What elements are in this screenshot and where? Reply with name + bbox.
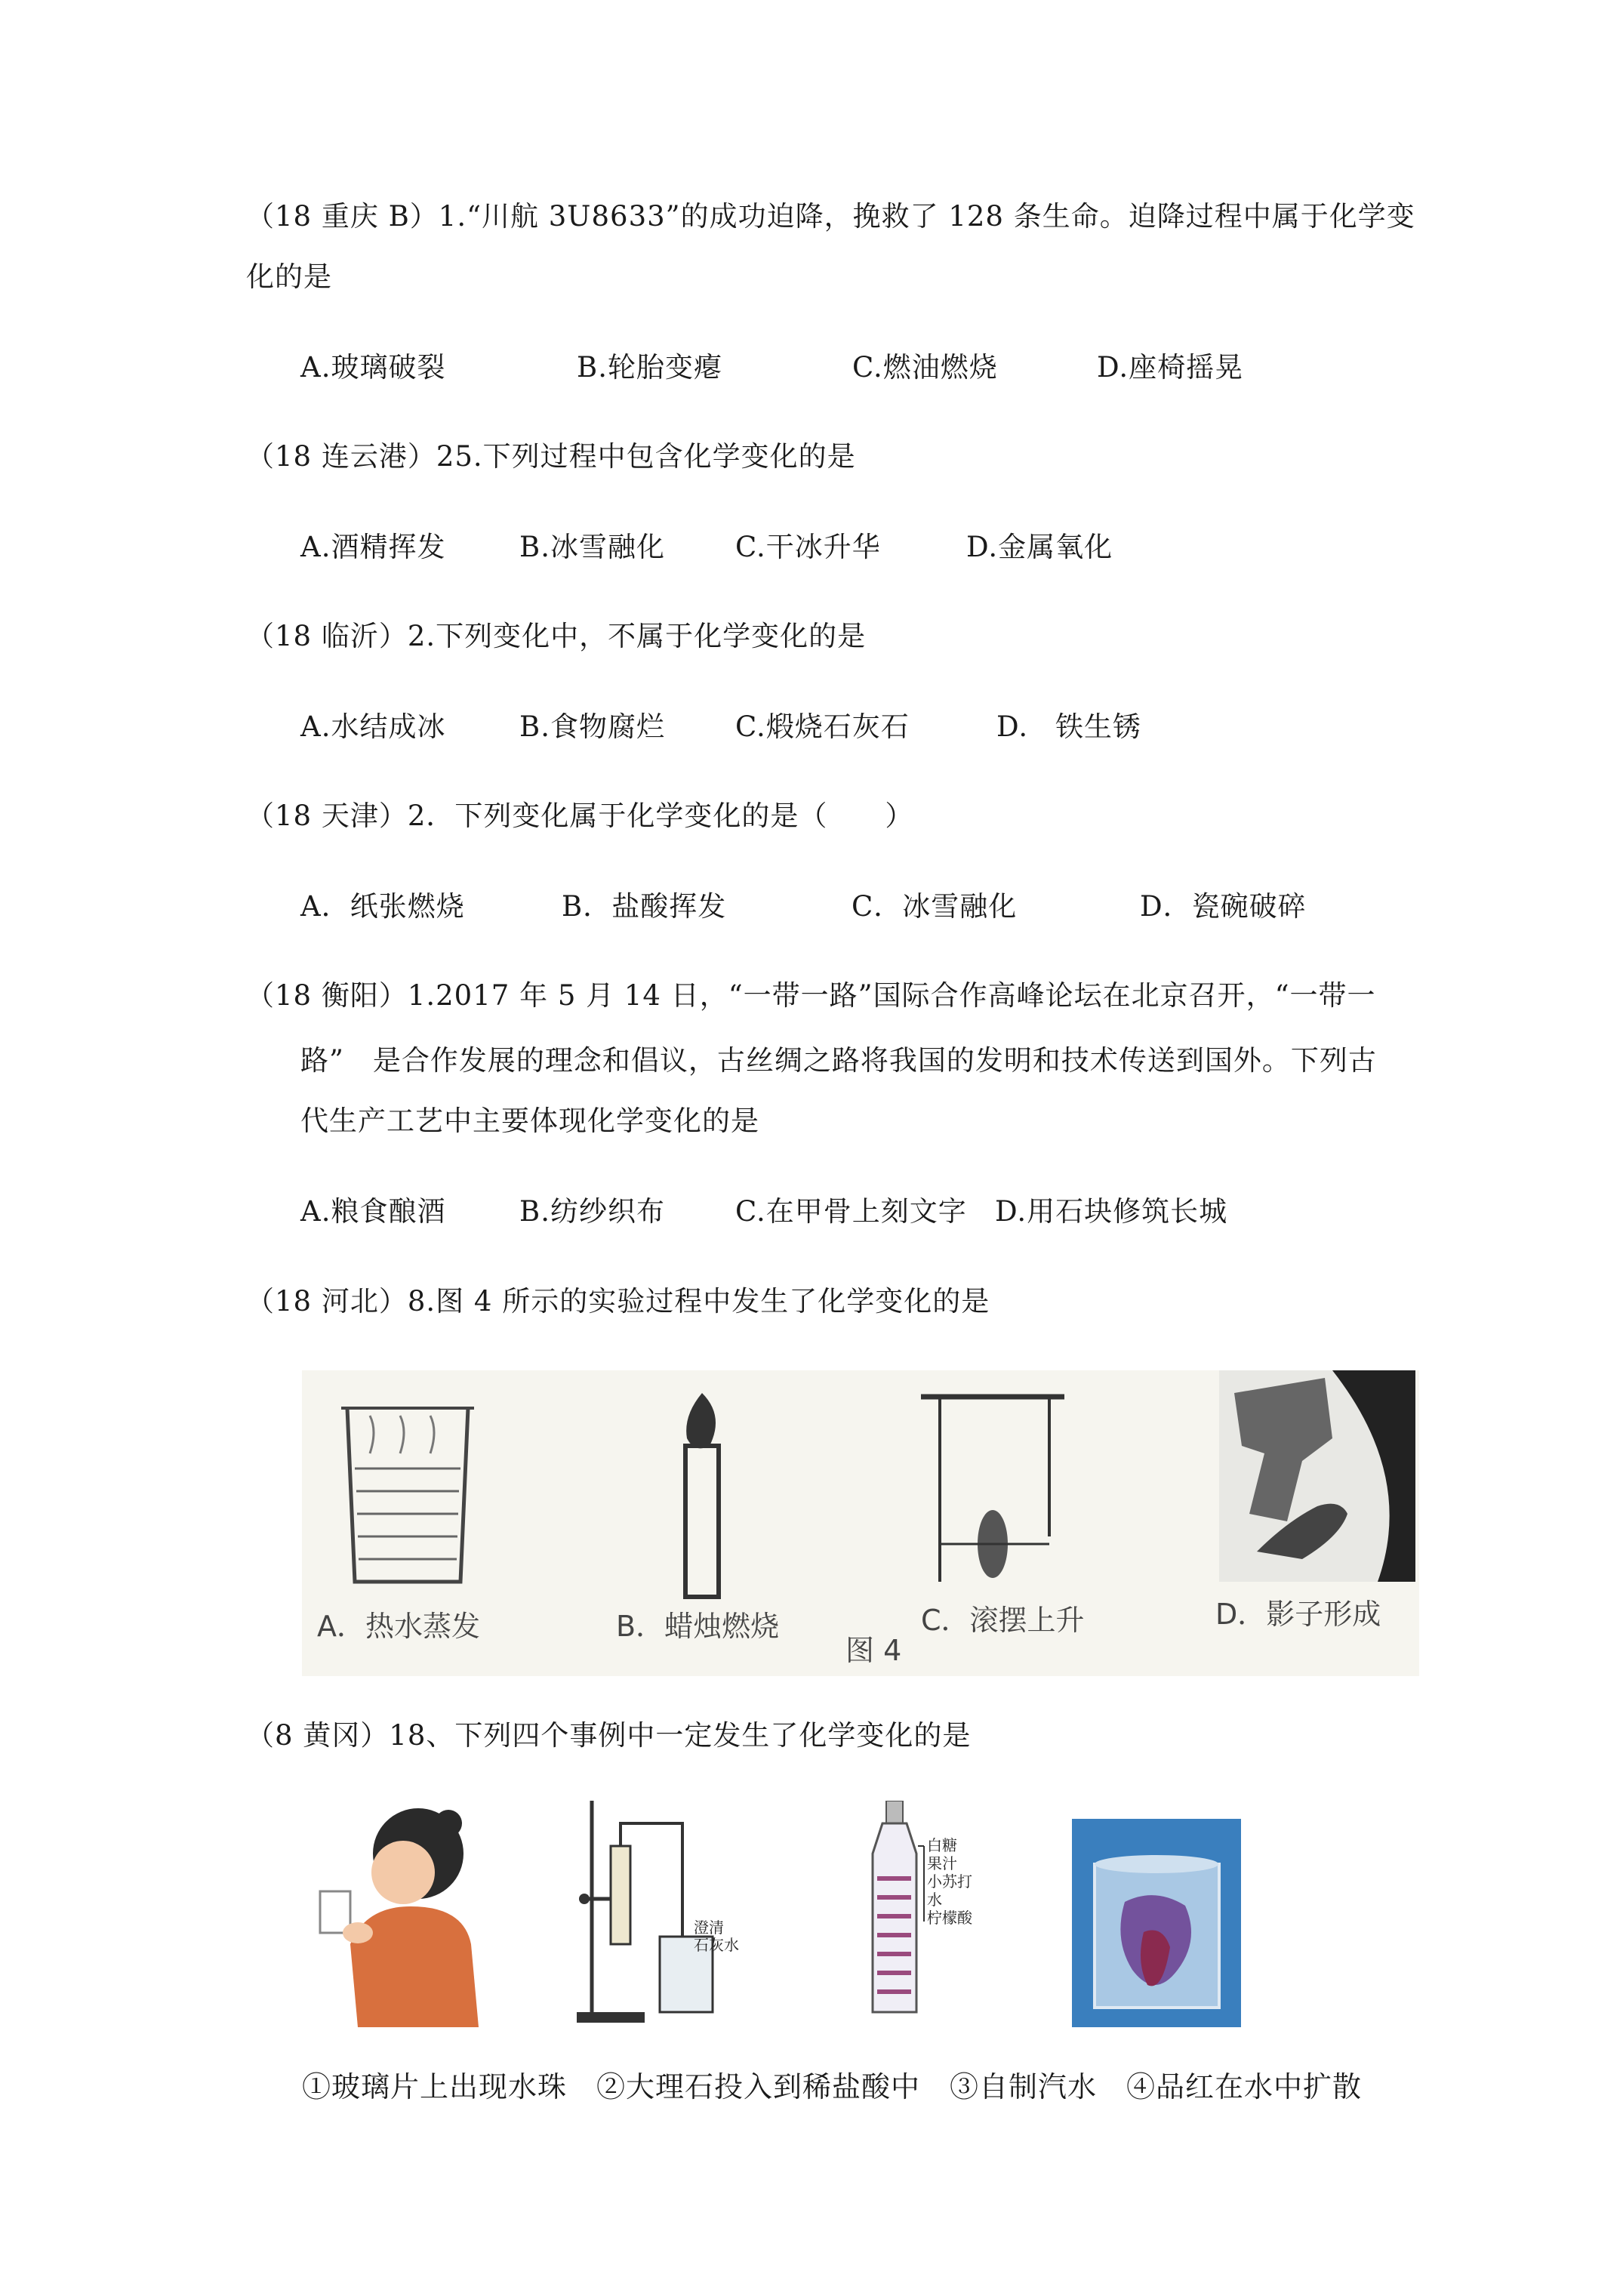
girl-breathing-icon [305, 1801, 494, 2027]
dye-in-water-icon [1072, 1819, 1241, 2027]
option-a: A.酒精挥发 [300, 531, 446, 563]
candle-flame-icon [664, 1385, 740, 1604]
option-a: A．纸张燃烧 [300, 890, 465, 923]
question-1-line-2: 化的是 [246, 260, 332, 293]
question-7-line-1: （8 黄冈）18、下列四个事例中一定发生了化学变化的是 [246, 1719, 972, 1752]
bottle-label-2: 果汁 [927, 1854, 957, 1872]
hand-shadow-icon [1219, 1370, 1415, 1589]
option-c: C.干冰升华 [735, 531, 881, 563]
figure-caption-d: D．影子形成 [1215, 1598, 1381, 1631]
question-7-caption: ①玻璃片上出现水珠 ②大理石投入到稀盐酸中 ③自制汽水 ④品红在水中扩散 [302, 2070, 1363, 2103]
option-a: A.粮食酿酒 [300, 1195, 446, 1228]
question-3-line-1: （18 临沂）2.下列变化中，不属于化学变化的是 [246, 620, 867, 652]
option-d: D.金属氧化 [966, 531, 1113, 563]
option-c: C.燃油燃烧 [852, 351, 998, 384]
option-b: B.轮胎变瘪 [577, 351, 722, 384]
limewater-apparatus-icon [569, 1801, 743, 2027]
question-5-line-1: （18 衡阳）1.2017 年 5 月 14 日，“一带一路”国际合作高峰论坛在北京召开，“一带一 [246, 979, 1376, 1012]
question-2-line-1: （18 连云港）25.下列过程中包含化学变化的是 [246, 440, 856, 473]
figure-caption-c: C．滚摆上升 [921, 1604, 1085, 1637]
option-b: B.冰雪融化 [519, 531, 665, 563]
option-b: B.纺纱织布 [519, 1195, 665, 1228]
figure-four-events [305, 1801, 1279, 2027]
option-c: C．冰雪融化 [852, 890, 1018, 923]
question-5-line-2: 路” 是合作发展的理念和倡议，古丝绸之路将我国的发明和技术传送到国外。下列古 [300, 1044, 1377, 1077]
question-5-line-3: 代生产工艺中主要体现化学变化的是 [300, 1105, 759, 1137]
figure-caption-b: B．蜡烛燃烧 [616, 1610, 780, 1643]
dye-diffusion-photo [1072, 1819, 1241, 2027]
option-b: B．盐酸挥发 [562, 890, 727, 923]
bottle-label-1: 白糖 [927, 1836, 957, 1854]
bottle-label-4: 水 [927, 1891, 942, 1909]
bottle-label-3: 小苏打 [927, 1872, 972, 1891]
option-b: B.食物腐烂 [519, 710, 665, 743]
option-d: D．瓷碗破碎 [1140, 890, 1307, 923]
option-d-text: 铁生锈 [1055, 710, 1141, 743]
figure-4-scanned [302, 1370, 1419, 1676]
option-d-letter: D. [996, 710, 1029, 743]
maxwell-pendulum-icon [913, 1385, 1072, 1612]
question-1-line-1: （18 重庆 B）1.“川航 3U8633”的成功迫降，挽救了 128 条生命。迫降过程中属于化学变 [246, 200, 1415, 233]
limewater-label-2: 石灰水 [694, 1936, 739, 1954]
limewater-label-1: 澄清 [694, 1918, 724, 1937]
beaker-hot-water-icon [332, 1393, 483, 1589]
option-a: A.玻璃破裂 [300, 351, 446, 384]
bottle-label-5: 柠檬酸 [927, 1909, 972, 1927]
option-d: D.用石块修筑长城 [995, 1195, 1228, 1228]
question-4-line-1: （18 天津）2．下列变化属于化学变化的是（ ） [246, 800, 914, 832]
option-a: A.水结成冰 [300, 710, 446, 743]
question-6-line-1: （18 河北）8.图 4 所示的实验过程中发生了化学变化的是 [246, 1285, 990, 1318]
homemade-soda-bottle-icon [864, 1801, 984, 2027]
option-c: C.在甲骨上刻文字 [735, 1195, 967, 1228]
option-c: C.煅烧石灰石 [735, 710, 910, 743]
option-d: D.座椅摇晃 [1097, 351, 1244, 384]
figure-caption-a: A．热水蒸发 [317, 1610, 480, 1643]
figure-4-label: 图 4 [845, 1634, 902, 1667]
